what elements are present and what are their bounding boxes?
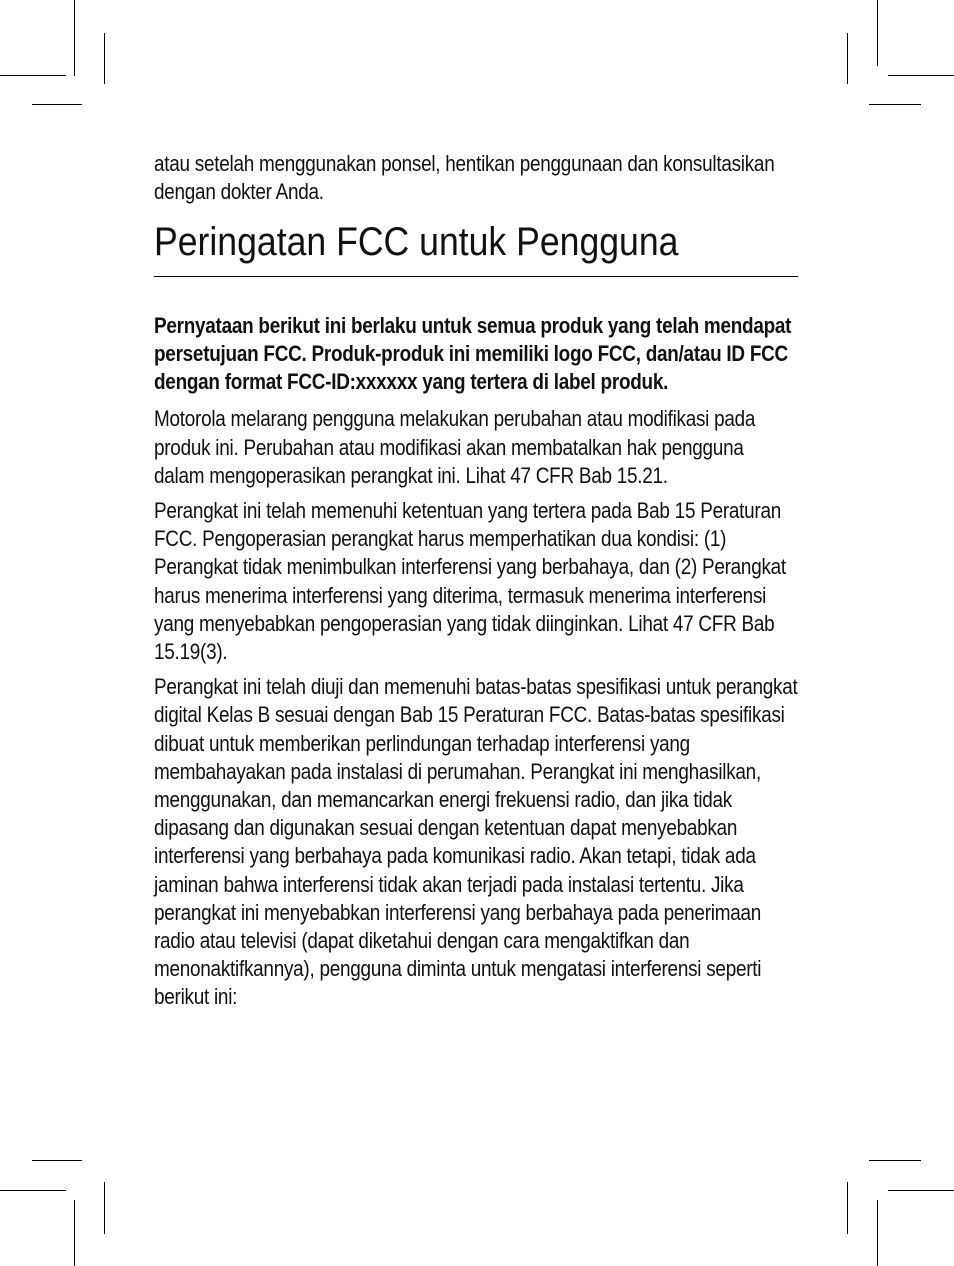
crop-mark <box>74 1200 75 1266</box>
crop-mark <box>888 1190 954 1191</box>
intro-paragraph: atau setelah menggunakan ponsel, hentikan penggunaan dan konsultasikan dengan dokter Anda. <box>154 151 775 205</box>
crop-mark <box>877 0 878 66</box>
crop-mark <box>32 104 82 105</box>
page-title: Peringatan FCC untuk Pengguna <box>154 220 679 265</box>
body-paragraph-class-b: Perangkat ini telah diuji dan memenuhi batas-batas spesifikasi untuk perangkat digital Kelas B sesuai dengan Bab 15 Peraturan FCC. Batas-batas spesifikasi dibuat untuk memberikan perlindungan terhadap interferensi yang membahayakan pada instalasi di perumahan. Perangkat ini menghasilkan, menggunakan, dan memancarkan energi frekuensi radio, dan jika tidak dipasang dan digunakan sesuai dengan ketentuan dapat menyebabkan interferensi yang berbahaya pada komunikasi radio. Akan tetapi, tidak ada jaminan bahwa interferensi tidak akan terjadi pada instalasi tertentu. Jika perangkat ini menyebabkan interferensi yang berbahaya pada penerimaan radio atau televisi (dapat diketahui dengan cara mengaktifkan dan menonaktifkannya), pengguna diminta untuk mengatasi interferensi seperti berikut ini: <box>154 674 798 1010</box>
crop-mark <box>0 75 66 76</box>
crop-mark <box>74 0 75 76</box>
crop-mark <box>0 1190 66 1191</box>
crop-mark <box>104 1182 105 1234</box>
section-heading <box>154 220 798 277</box>
crop-mark <box>877 1200 878 1266</box>
page-content <box>154 150 798 1019</box>
crop-mark <box>32 1160 82 1161</box>
crop-mark <box>888 75 954 76</box>
body-paragraph-conditions: Perangkat ini telah memenuhi ketentuan yang tertera pada Bab 15 Peraturan FCC. Pengoperasian perangkat harus memperhatikan dua kondisi: (1) Perangkat tidak menimbulkan interferensi yang berbahaya, dan (2) Perangkat harus menerima interferensi yang diterima, termasuk menerima interferensi yang menyebabkan pengoperasian yang tidak diinginkan. Lihat 47 CFR Bab 15.19(3). <box>154 498 786 665</box>
crop-mark <box>847 33 848 84</box>
crop-mark <box>869 1160 921 1161</box>
fcc-statement: Pernyataan berikut ini berlaku untuk semua produk yang telah mendapat persetujuan FCC. Produk-produk ini memiliki logo FCC, dan/atau ID FCC dengan format FCC-ID:xxxxxx yang tertera di label produk. <box>154 313 792 395</box>
crop-mark <box>847 1182 848 1234</box>
crop-mark <box>869 104 921 105</box>
crop-mark <box>104 33 105 84</box>
body-paragraph-modification: Motorola melarang pengguna melakukan perubahan atau modifikasi pada produk ini. Perubahan atau modifikasi akan membatalkan hak pengguna dalam mengoperasikan perangkat ini. Lihat 47 CFR Bab 15.21. <box>154 406 756 488</box>
